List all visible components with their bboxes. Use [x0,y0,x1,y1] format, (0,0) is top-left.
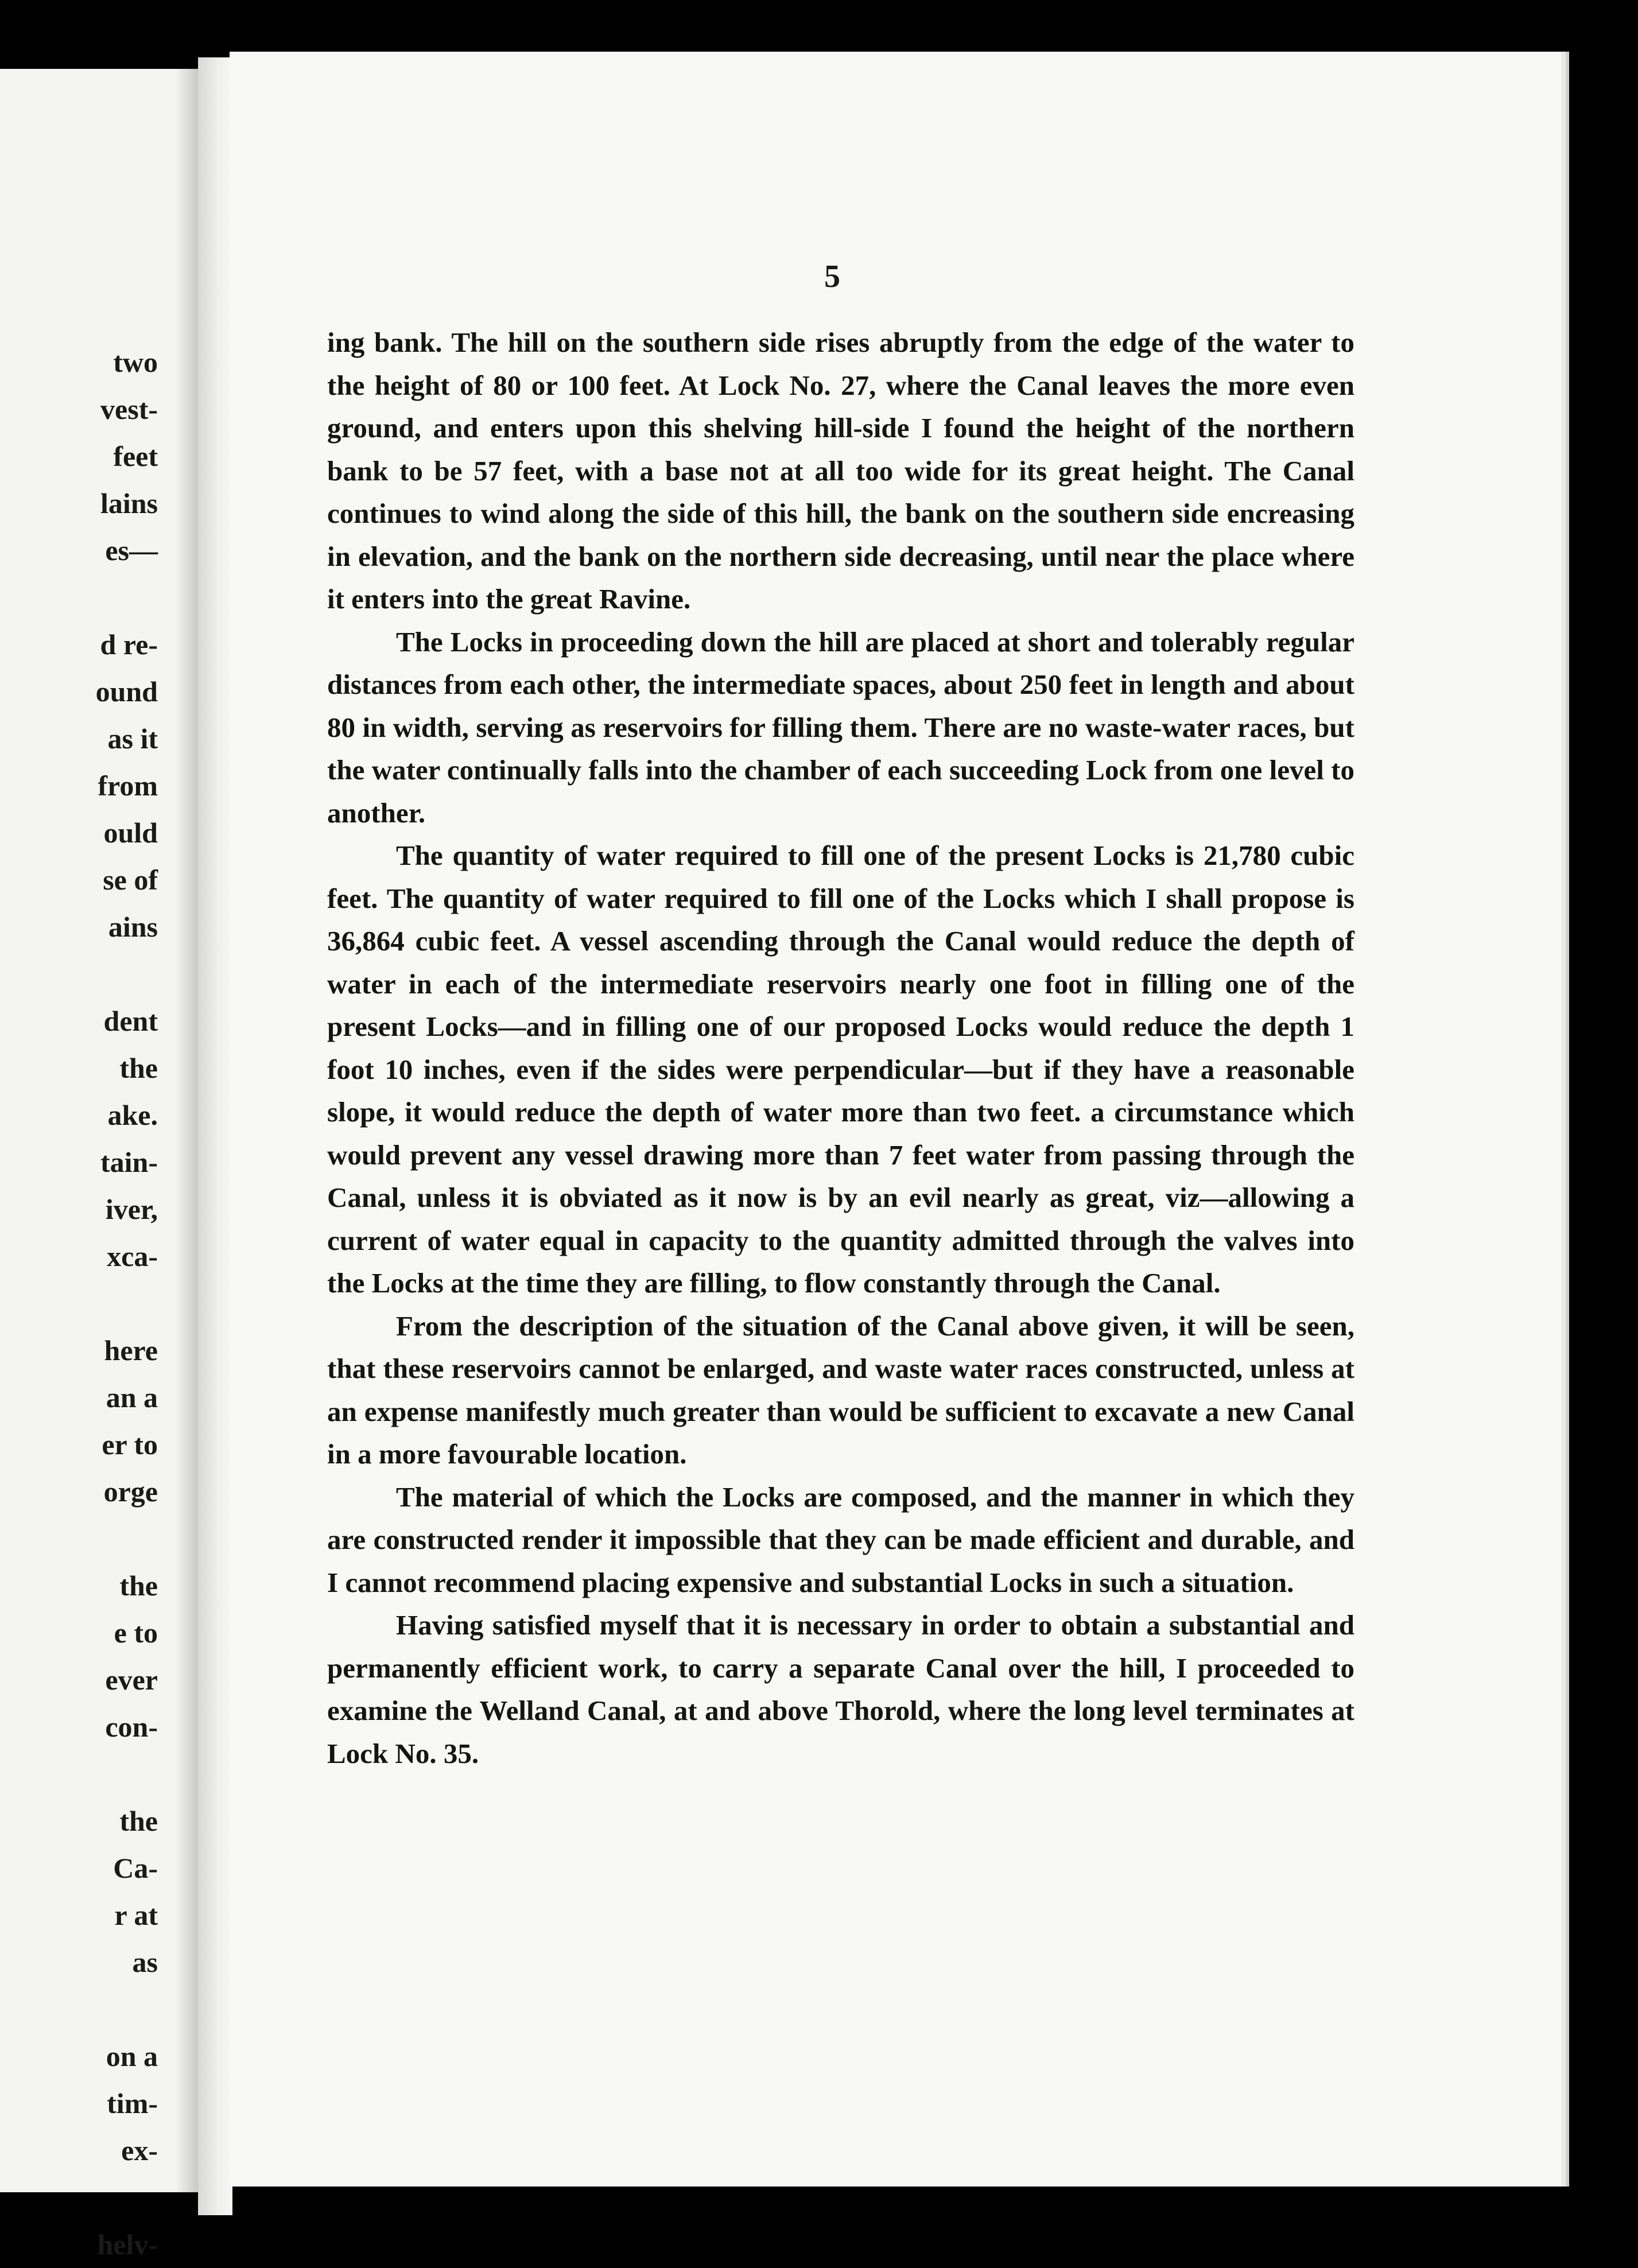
previous-page-line-fragment: e to [114,1617,158,1649]
previous-page-line-fragment: helv- [97,2228,158,2261]
previous-page-line-fragment: ex- [121,2134,158,2166]
previous-page-line-fragment: con- [105,1711,158,1743]
previous-page-line-fragment: es— [105,534,158,566]
previous-page-line-fragment: er to [102,1428,158,1461]
paragraph: ing bank. The hill on the southern side rises abruptly from the edge of the water to the height of 80 or 100 feet. At Lock No. 27, where the Canal leaves the more even ground, and enters upon this shelving hill-side I found the height of the northern bank to be 57 feet, with a base not at all too wide for its great height. The Canal continues to wind along the side of this hill, the bank on the southern side encreasing in elevation, and the bank on the northern side decreasing, until near the place where it enters into the great Ravine. [327,327,1354,615]
previous-page-line-fragment: orge [103,1475,158,1508]
paragraph: The material of which the Locks are composed, and the manner in which they are constructed render it impossible that they can be made efficient and durable, and I cannot recommend placing expensive and substantial Locks in such a situation. [327,1481,1354,1598]
previous-page-line-fragment: xca- [107,1240,158,1272]
previous-page-line-fragment: r at [114,1899,158,1931]
previous-page-line-fragment: Ca- [113,1852,158,1884]
paragraph: The quantity of water required to fill one of the present Locks is 21,780 cubic feet. The quantity of water required to fill one of the Locks which I shall propose is 36,864 cubic feet. A vessel ascending through the Canal would reduce the depth of water in each of the intermediate reservoirs nearly one foot in filling one of the present Locks—and in filling one of our proposed Locks would reduce the depth 1 foot 10 inches, even if the sides were perpendicular—but if they have a reasonable slope, it would reduce the depth of water more than two feet. a circumstance which would prevent any vessel drawing more than 7 feet water from passing through the Canal, unless it is obviated as it now is by an evil nearly as great, viz—allowing a current of water equal in capacity to the quantity admitted through the valves into the Locks at the time they are filling, to flow constantly through the Canal. [327,840,1354,1299]
page-fold-shadow [175,69,198,2192]
previous-page-line-fragment: tim- [107,2087,158,2119]
previous-page-line-fragment: lains [100,487,158,519]
previous-page-line-fragment: feet [113,440,158,472]
paragraph: The Locks in proceeding down the hill are placed at short and tolerably regular distances from each other, the intermediate spaces, about 250 feet in length and about 80 in width, serving as reservoirs for filling them. There are no waste-water races, but the water continually falls into the chamber of each succeeding Lock from one level to another. [327,626,1354,829]
previous-page-edge [0,69,198,2261]
paragraph: Having satisfied myself that it is necessary in order to obtain a substantial and permanently efficient work, to carry a separate Canal over the hill, I proceeded to examine the Welland Canal, at and above Thorold, where the long level terminates at Lock No. 35. [327,1609,1354,1769]
previous-page-line-fragment: tain- [100,1146,158,1178]
page-number: 5 [824,259,840,294]
paragraph: From the description of the situation of the Canal above given, it will be seen, that these reservoirs cannot be enlarged, and waste water races constructed, unless at an expense manifestly much greater than would be sufficient to excavate a new Canal in a more favourable location. [327,1310,1354,1470]
previous-page-line-fragment: ake. [107,1099,158,1131]
previous-page-line-fragment: here [104,1334,158,1366]
previous-page-line-fragment: the [119,1805,158,1837]
fragment-gap [96,1750,158,1797]
previous-page-line-fragment: vest- [100,393,158,425]
fragment-gap [96,2174,158,2221]
previous-page-line-fragment: se of [103,864,158,896]
previous-page-text-fragments [96,339,158,2268]
previous-page-line-fragment: from [98,770,158,802]
previous-page-line-fragment: the [119,1570,158,1602]
document-page [230,52,1561,2187]
previous-page-line-fragment: dent [103,1005,158,1037]
page-body-text [327,321,1354,1775]
fragment-gap [96,950,158,997]
fragment-gap [96,574,158,621]
previous-page-line-fragment: as [132,1946,158,1978]
previous-page-line-fragment: two [113,346,158,378]
book-gutter [198,57,232,2215]
fragment-gap [96,1280,158,1327]
previous-page-line-fragment: ound [95,675,158,708]
previous-page-line-fragment: iver, [105,1193,158,1225]
previous-page-line-fragment: d re- [100,628,158,661]
previous-page-line-fragment: as it [107,723,158,755]
previous-page-line-fragment: ains [108,911,158,943]
previous-page-line-fragment: ever [105,1664,158,1696]
previous-page-line-fragment: the [119,1052,158,1084]
previous-page-line-fragment: an a [106,1381,158,1413]
previous-page-line-fragment: ould [103,817,158,849]
fragment-gap [96,1986,158,2033]
previous-page-line-fragment: on a [106,2040,158,2072]
fragment-gap [96,1515,158,1562]
